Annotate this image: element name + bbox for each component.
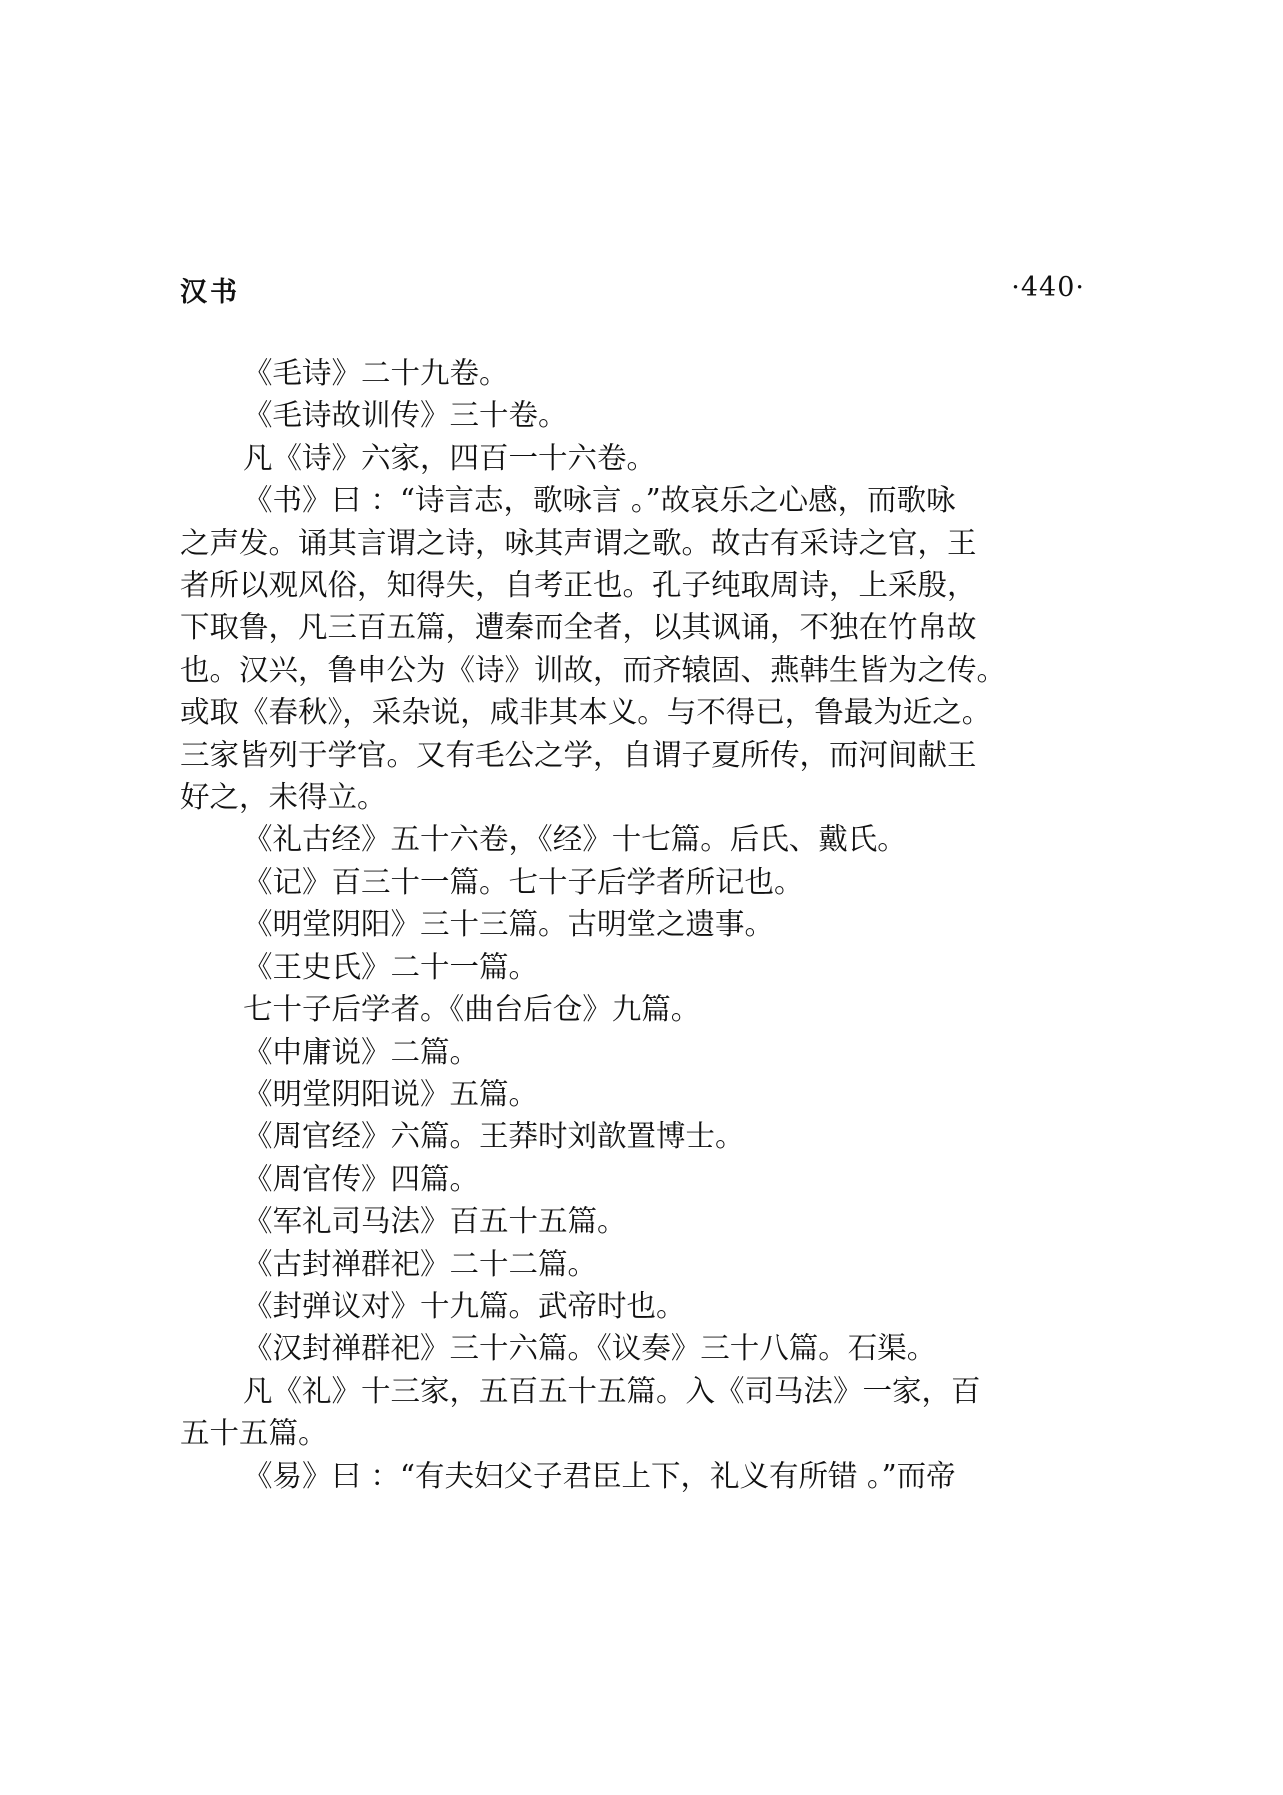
text-line: 凡《诗》六家，四百一十六卷。 — [243, 440, 657, 475]
text-line: 《周官传》四篇。 — [243, 1161, 480, 1196]
text-line: 《书》曰 ：“诗言志，歌咏言 。”故哀乐之心感，而歌咏 — [243, 483, 956, 518]
text-line: 《古封禅群祀》二十二篇。 — [243, 1246, 598, 1281]
text-line: 《毛诗》二十九卷。 — [243, 356, 509, 390]
text-line: 《封弹议对》十九篇。武帝时也。 — [243, 1288, 686, 1323]
text-line: 《汉封禅群祀》三十六篇。《议奏》三十八篇。石渠。 — [243, 1331, 937, 1366]
body-text — [180, 352, 1080, 1497]
text-line: 《中庸说》二篇。 — [243, 1034, 480, 1069]
text-line: 《记》百三十一篇。七十子后学者所记也。 — [243, 864, 804, 899]
running-head — [180, 270, 1085, 314]
text-line: 或取《春秋》，采杂说，咸非其本义。与不得已，鲁最为近之。 — [180, 695, 992, 730]
text-line: 凡《礼》十三家，五百五十五篇。入《司马法》一家，百 — [243, 1373, 981, 1408]
text-line: 《明堂阴阳说》五篇。 — [243, 1076, 539, 1111]
text-line: 三家皆列于学官。又有毛公之学，自谓子夏所传，而河间献王 — [180, 737, 977, 772]
text-line: 《王史氏》二十一篇。 — [243, 949, 539, 984]
text-line: 《周官经》六篇。王莽时刘歆置博士。 — [243, 1119, 745, 1154]
text-line: 下取鲁，凡三百五篇，遭秦而全者，以其讽诵，不独在竹帛故 — [180, 610, 977, 645]
text-line: 《明堂阴阳》三十三篇。古明堂之遗事。 — [243, 907, 775, 942]
text-line: 《礼古经》五十六卷，《经》十七篇。后氏、戴氏。 — [243, 822, 907, 857]
text-line: 也。汉兴，鲁申公为《诗》训故，而齐辕固、燕韩生皆为之传。 — [180, 652, 1007, 687]
text-line: 五十五篇。 — [180, 1416, 328, 1451]
page-number: ·440· — [1011, 272, 1085, 303]
text-line: 《毛诗故训传》三十卷。 — [243, 398, 568, 433]
text-line: 《军礼司马法》百五十五篇。 — [243, 1204, 627, 1239]
text-line: 之声发。诵其言谓之诗，咏其声谓之歌。故古有采诗之官，王 — [180, 525, 977, 560]
book-title: 汉书 — [180, 277, 240, 308]
text-line: 好之，未得立。 — [180, 780, 387, 815]
text-line: 《易》曰 ：“有夫妇父子君臣上下，礼义有所错 。”而帝 — [243, 1458, 956, 1493]
text-line: 七十子后学者。《曲台后仓》九篇。 — [243, 992, 701, 1027]
text-line: 者所以观风俗，知得失，自考正也。孔子纯取周诗，上采殷， — [180, 568, 977, 603]
